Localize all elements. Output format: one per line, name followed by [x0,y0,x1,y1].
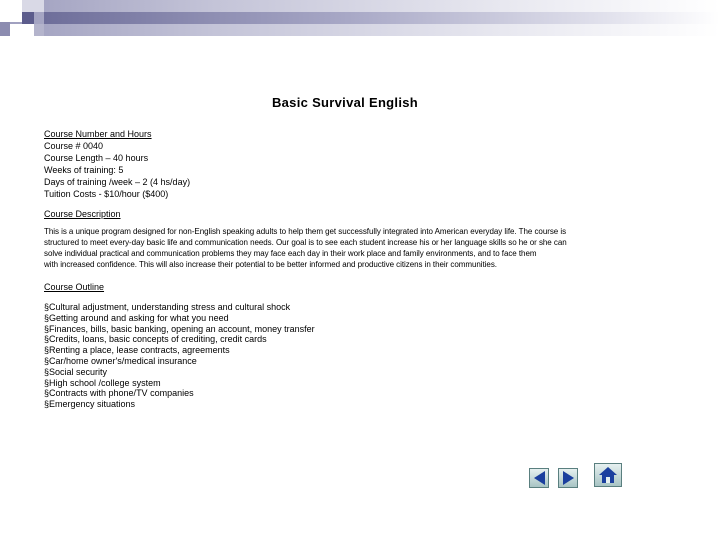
previous-slide-button[interactable] [529,468,549,488]
outline-item: § Cultural adjustment, understanding stress and cultural shock [44,302,664,313]
decor-square [10,24,34,36]
course-info-line: Weeks of training: 5 [44,165,124,175]
course-info-line: Course Length – 40 hours [44,153,149,163]
home-button[interactable] [594,463,622,487]
outline-item: § High school /college system [44,378,664,389]
outline-item: § Credits, loans, basic concepts of crediting, credit cards [44,334,664,345]
outline-item: § Social security [44,367,664,378]
header-strip [44,12,720,24]
outline-heading: Course Outline [44,282,105,292]
description-line: structured to meet every-day basic life and communication needs. Our goal is to see each student increase his or her language skills so he or she can [44,238,567,247]
outline-item: § Car/home owner's/medical insurance [44,356,664,367]
outline-list [44,302,664,410]
decor-square [22,12,34,24]
decor-square [34,24,44,36]
description-line: This is a unique program designed for non-English speaking adults to help them get successfully integrated into American everyday life. The course is [44,227,567,236]
next-slide-button[interactable] [558,468,578,488]
slide-title: Basic Survival English [271,95,419,110]
outline-item: § Renting a place, lease contracts, agreements [44,345,664,356]
decor-square [22,0,44,12]
outline-item: § Finances, bills, basic banking, opening an account, money transfer [44,324,664,335]
outline-item: § Getting around and asking for what you need [44,313,664,324]
decor-square [0,0,22,22]
previous-slide-icon [534,471,545,485]
course-info-line: Course # 0040 [44,141,104,151]
description-line: with increased confidence. This will also increase their potential to be better informed and productive citizens in their communities. [44,260,497,269]
description-line: solve individual practical and communication problems they may face each day in their work place and family environments, and to face them [44,249,537,258]
home-icon [598,466,618,484]
outline-item: § Contracts with phone/TV companies [44,388,664,399]
slide-body [44,128,664,410]
course-info-heading: Course Number and Hours [44,129,152,139]
description-paragraph [44,226,664,270]
course-info-line: Days of training /week – 2 (4 hs/day) [44,177,191,187]
decor-square [0,22,10,36]
outline-item: § Emergency situations [44,399,664,410]
next-slide-icon [563,471,574,485]
description-heading: Course Description [44,209,121,219]
course-info-line: Tuition Costs - $10/hour ($400) [44,189,169,199]
